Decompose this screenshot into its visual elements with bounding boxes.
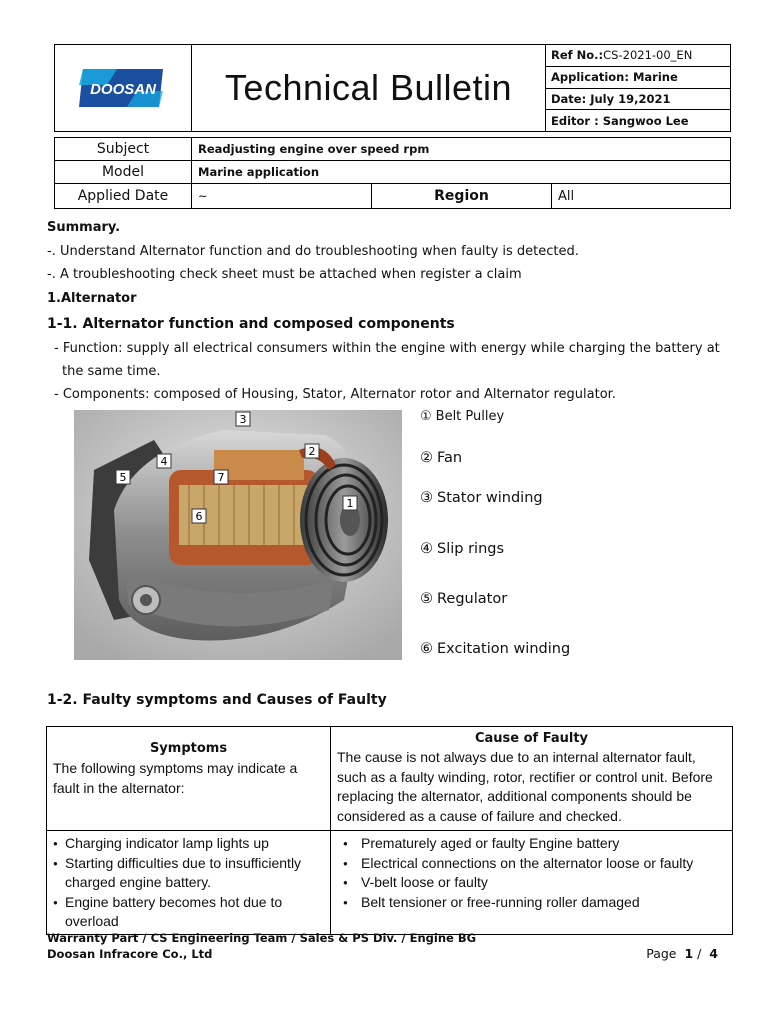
ref-number [546, 45, 730, 67]
header-meta [546, 45, 730, 131]
summary-heading: Summary. [47, 220, 121, 235]
model-value: Marine application [192, 161, 731, 184]
callout-3: 3 [239, 413, 247, 426]
editor [546, 110, 730, 131]
callout-2: 2 [308, 445, 316, 458]
symptom-item: ● Charging indicator lamp lights up [53, 834, 324, 854]
cause-intro: The cause is not always due to an internal alternator fault, such as a faulty winding, rotor, rectifier or control unit. Before replacing the alternator, additional components should be considered as a cause of failure and checked. [337, 749, 713, 824]
legend-fan: ② Fan [420, 450, 463, 466]
symptoms-header-cell [47, 727, 331, 831]
callout-1: 1 [346, 497, 354, 510]
section-alternator-heading: 1.Alternator [47, 291, 137, 306]
editor-text: Editor : Sangwoo Lee [551, 113, 689, 128]
symptoms-list-cell [47, 831, 331, 935]
symptom-item: ● Starting difficulties due to insufficiently charged engine battery. [53, 854, 324, 893]
cause-item: ● V-belt loose or faulty [337, 873, 726, 893]
page-separator: / [697, 946, 702, 961]
cause-item: ● Prematurely aged or faulty Engine battery [337, 834, 726, 854]
summary-line-1: -. Understand Alternator function and do troubleshooting when faulty is detected. [47, 244, 579, 259]
legend-stator-winding: ③ Stator winding [420, 490, 543, 506]
footer-department: Warranty Part / CS Engineering Team / Sales & PS Div. / Engine BG [47, 931, 477, 945]
logo-text: DOOSAN [90, 81, 156, 98]
region-value: All [552, 184, 731, 209]
section-faulty-heading: 1-2. Faulty symptoms and Causes of Faulty [47, 692, 387, 708]
ref-value: CS-2021-00_EN [603, 48, 693, 63]
model-label: Model [55, 161, 192, 184]
logo-cell [55, 45, 192, 131]
subject-value: Readjusting engine over speed rpm [192, 138, 731, 161]
subject-label: Subject [55, 138, 192, 161]
function-line-2: the same time. [62, 364, 161, 379]
symptom-item: ● Engine battery becomes hot due to overload [53, 893, 324, 932]
summary-line-2: -. A troubleshooting check sheet must be attached when register a claim [47, 267, 522, 282]
footer-company: Doosan Infracore Co., Ltd [47, 947, 213, 961]
symptoms-heading: Symptoms [149, 741, 228, 756]
symptoms-list [47, 831, 330, 934]
cause-item: ● Belt tensioner or free-running roller damaged [337, 893, 726, 913]
date-text: Date: July 19,2021 [551, 91, 671, 106]
legend-excitation-winding: ⑥ Excitation winding [420, 641, 571, 657]
date [546, 89, 730, 111]
callout-4: 4 [160, 455, 168, 468]
bulletin-header [54, 44, 731, 132]
page-number [646, 946, 718, 961]
page-label: Page [646, 946, 677, 961]
causes-list-cell [331, 831, 733, 935]
causes-list [331, 831, 732, 914]
cause-header-cell [331, 727, 733, 831]
function-line-1: - Function: supply all electrical consumers within the engine with energy while charging the battery at [54, 341, 720, 356]
section-function-heading: 1-1. Alternator function and composed components [47, 316, 455, 332]
doosan-logo [77, 67, 169, 109]
page-total: 4 [709, 946, 718, 961]
cause-heading: Cause of Faulty [474, 731, 589, 746]
callout-6: 6 [195, 510, 203, 523]
region-label: Region [372, 184, 552, 209]
components-line: - Components: composed of Housing, Stator, Alternator rotor and Alternator regulator. [54, 387, 616, 402]
document-title: Technical Bulletin [192, 45, 546, 131]
application [546, 67, 730, 89]
legend-belt-pulley: ① Belt Pulley [420, 409, 505, 424]
legend-slip-rings: ④ Slip rings [420, 541, 505, 557]
application-text: Application: Marine [551, 70, 678, 85]
legend-regulator: ⑤ Regulator [420, 591, 508, 607]
fault-table [46, 726, 733, 935]
page-current: 1 [684, 946, 694, 961]
applied-date-value: ~ [192, 184, 372, 209]
ref-label: Ref No.: [551, 48, 604, 63]
subject-table [54, 137, 731, 209]
symptoms-intro: The following symptoms may indicate a fault in the alternator: [53, 760, 298, 796]
callout-5: 5 [119, 471, 127, 484]
cause-item: ● Electrical connections on the alternator loose or faulty [337, 854, 726, 874]
callout-7: 7 [217, 471, 225, 484]
applied-date-label: Applied Date [55, 184, 192, 209]
alternator-image [74, 410, 402, 660]
